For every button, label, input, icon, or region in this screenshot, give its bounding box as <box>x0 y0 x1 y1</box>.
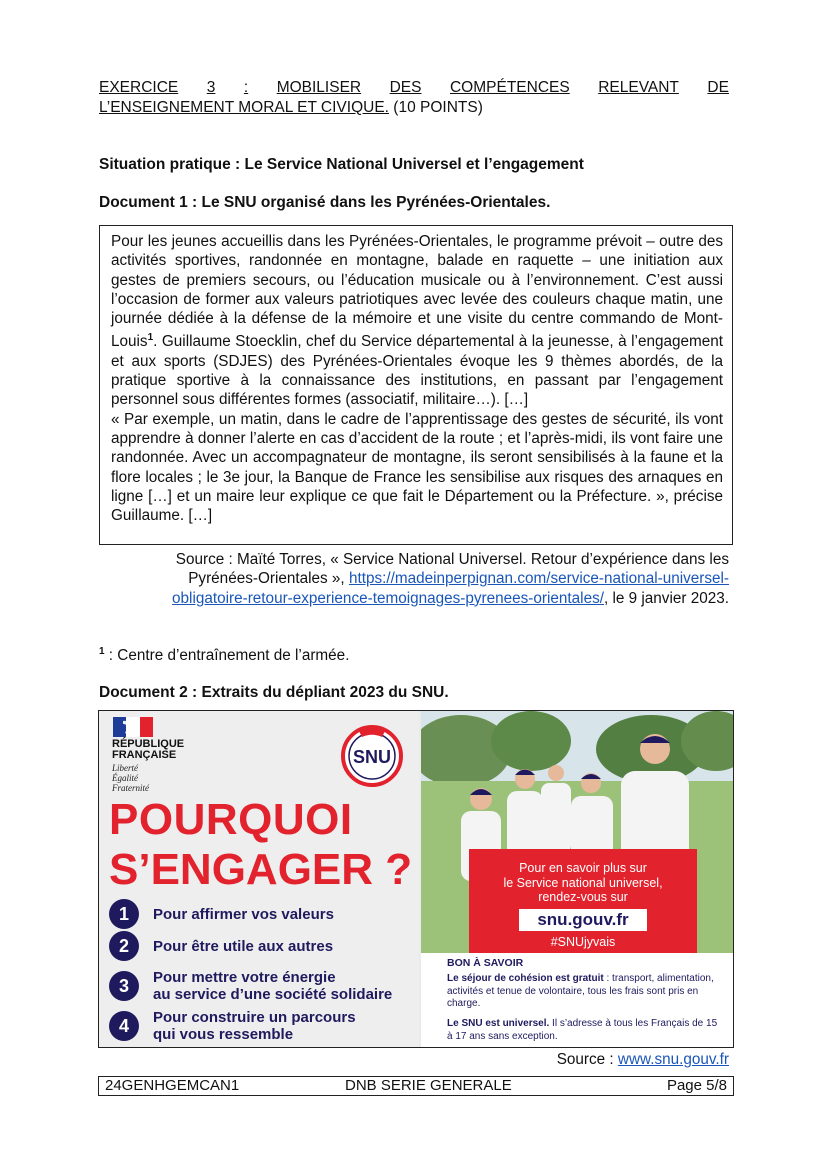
document1-source: Source : Maïté Torres, « Service National Universel. Retour d’expérience dans les Pyrénées-Orientales », https://madeinperpignan.com/service-national-universel-obligatoire-retour-experience-temoignages-pyrenees-orientales/, le 9 janvier 2023. <box>172 551 729 607</box>
document1-paragraph1: Pour les jeunes accueillis dans les Pyrénées-Orientales, le programme prévoit – outre des activités sportives, randonnée en montagne, balade en raquette – une initiation aux gestes de premiers secours, ou l’éducation musicale ou à l’environnement. C’est aussi l’occasion de former aux valeurs patriotiques avec levée des couleurs chaque matin, une journée dédiée à la défense de la mémoire et une visite du centre commando de Mont-Louis$^1$. Guillaume Stoecklin, chef du Service départemental à la jeunesse, à l’engagement et aux sports (SDJES) des Pyrénées-Orientales évoque les 9 thèmes abordés, de la pratique sportive à la connaissance des institutions, en passant par l’engagement personnel sous différentes formes (associatif, militaire…). […] <box>111 233 723 409</box>
exam-series: DNB SERIE GENERALE <box>345 1077 512 1094</box>
document1-title: Document 1 : Le SNU organisé dans les Pyrénées-Orientales. <box>99 194 551 211</box>
exam-code: 24GENHGEMCAN1 <box>105 1077 240 1094</box>
republique-francaise-label: RÉPUBLIQUE FRANÇAISE <box>112 738 185 761</box>
republic-motto: Liberté Égalité Fraternité <box>112 763 149 793</box>
document1-paragraph2: « Par exemple, un matin, dans le cadre de l’apprentissage des gestes de sécurité, ils vont apprendre à donner l’alerte en cas d’accident de la route ; et l’après-midi, ils vont faire une randonnée. Avec un accompagnateur de montagne, ils seront sensibilisés à la faune et la flore locales ; le 3e jour, la Banque de France les sensibilise aux risques des arnaques en ligne […] et un maire leur explique ce que fait le Département ou la Préfecture. », précise Guillaume. […] <box>111 410 723 525</box>
marianne-flag-icon <box>113 717 153 737</box>
snu-logo-text: SNU <box>352 747 392 767</box>
callout-text: Pour en savoir plus sur le Service national universel, rendez-vous sur <box>503 861 663 904</box>
good-to-know-universal: Le SNU est universel. Il s’adresse à tous les Français de 15 à 17 ans sans exception. <box>447 1018 718 1042</box>
document2-source: Source : www.snu.gouv.fr <box>556 1051 729 1068</box>
hashtag-label: #SNUjyvais <box>550 935 616 949</box>
headline-pourquoi: POURQUOI <box>109 795 353 844</box>
leaflet-right-panel <box>421 711 733 1047</box>
reason-item-3 <box>109 969 392 1003</box>
reason-text: Pour affirmer vos valeurs <box>153 905 334 923</box>
document1-text <box>111 232 723 526</box>
snu-source-link[interactable]: www.snu.gouv.fr <box>617 1051 729 1068</box>
leaflet-left-panel <box>99 711 419 1047</box>
reason-number: 3 <box>109 971 139 1001</box>
footnote: $^1$ : Centre d’entraînement de l’armée. <box>99 646 350 665</box>
document2-leaflet <box>98 710 734 1048</box>
exercise-title-line2: L’ENSEIGNEMENT MORAL ET CIVIQUE. (10 POINTS) <box>99 99 483 116</box>
page-number: Page 5/8 <box>666 1077 727 1094</box>
reason-number: 1 <box>109 899 139 929</box>
reason-item-1 <box>109 899 334 929</box>
reason-text: Pour mettre votre énergie au service d’une société solidaire <box>153 969 393 1003</box>
exercise-title-line1: EXERCICE 3 : MOBILISER DES COMPÉTENCES RELEVANT DE <box>99 79 729 96</box>
snu-website-label: snu.gouv.fr <box>519 909 647 931</box>
reason-text: Pour construire un parcours qui vous ressemble <box>153 1009 356 1043</box>
reason-number: 2 <box>109 931 139 961</box>
info-callout <box>469 849 697 953</box>
reason-text: Pour être utile aux autres <box>153 937 334 955</box>
good-to-know-title: BON À SAVOIR <box>447 957 524 969</box>
document1-box <box>99 225 733 545</box>
document2-title: Document 2 : Extraits du dépliant 2023 du SNU. <box>99 684 449 701</box>
headline-sengager: S’ENGAGER ? <box>109 845 413 894</box>
reason-item-4 <box>109 1009 356 1043</box>
page-footer <box>98 1076 734 1096</box>
footnote-ref: 1 <box>147 332 154 344</box>
good-to-know-free: Le séjour de cohésion est gratuit : transport, alimentation, activités et tenue de volontaire, tous les frais sont pris en charge. <box>447 973 714 1009</box>
exercise-title <box>99 78 729 118</box>
snu-logo-icon <box>341 725 403 787</box>
situation-heading: Situation pratique : Le Service National Universel et l’engagement <box>99 156 584 173</box>
reason-number: 4 <box>109 1011 139 1041</box>
reason-item-2 <box>109 931 333 961</box>
source-link[interactable]: https://madeinperpignan.com/service-national-universel-obligatoire-retour-experience-temoignages-pyrenees-orientales/ <box>172 570 729 607</box>
